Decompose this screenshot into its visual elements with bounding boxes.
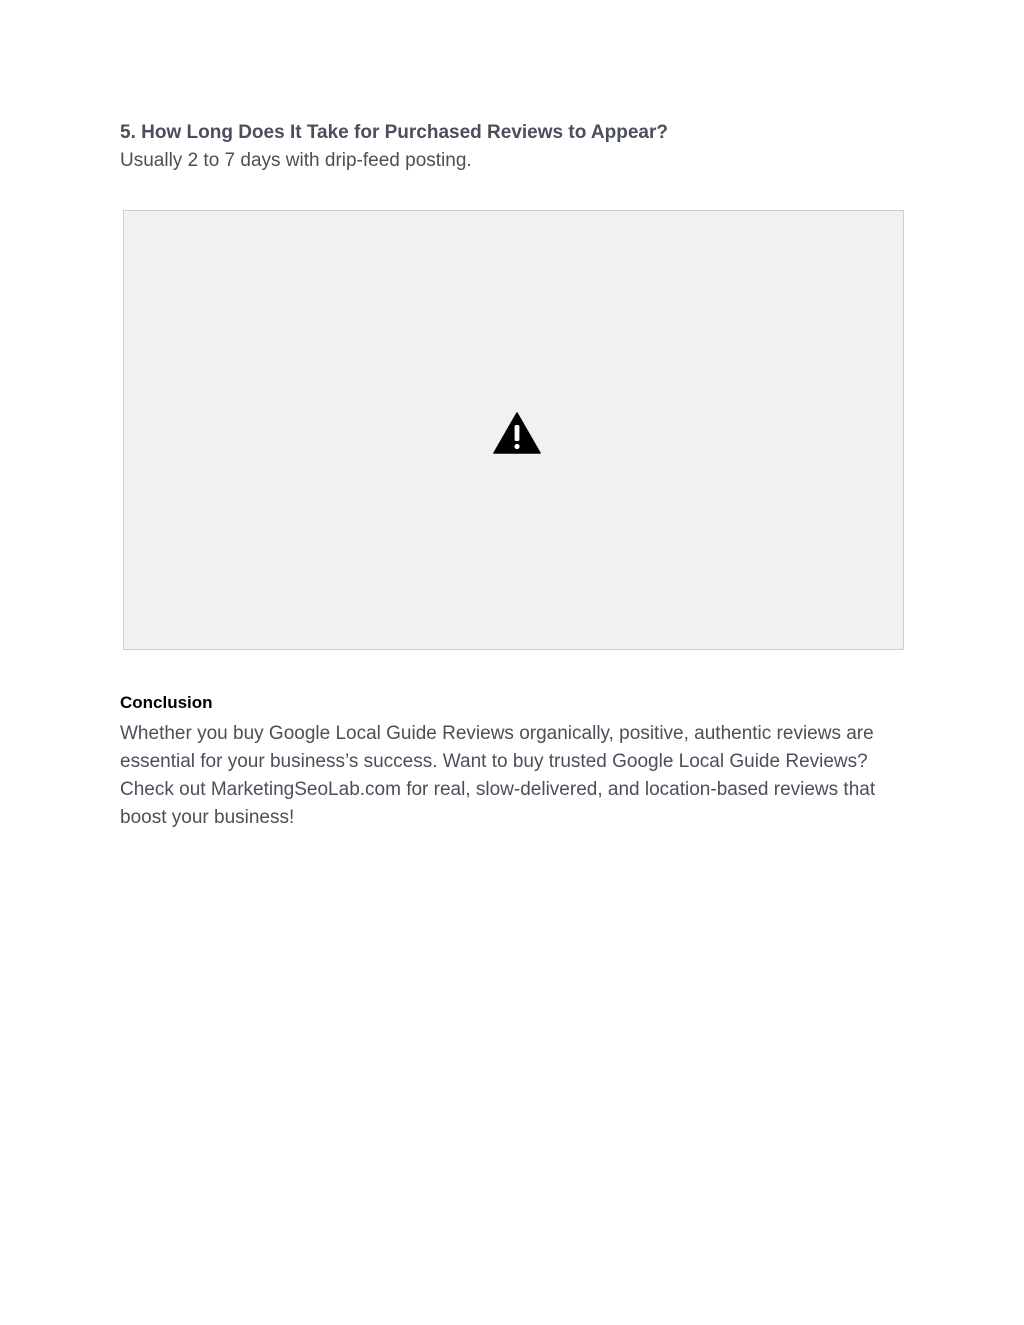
conclusion-heading: Conclusion xyxy=(120,693,213,712)
warning-icon xyxy=(493,412,541,454)
conclusion-paragraph: Whether you buy Google Local Guide Reviews organically, positive, authentic reviews are essential for your business’s success. Want to buy trusted Google Local Guide Reviews? Check out MarketingSeoLab.com for real, slow-delivered, and location-based reviews that boost your business! xyxy=(120,723,876,828)
broken-image-placeholder xyxy=(123,210,904,650)
faq-answer: Usually 2 to 7 days with drip-feed posting. xyxy=(120,150,472,171)
faq-question: 5. How Long Does It Take for Purchased Reviews to Appear? xyxy=(120,122,668,143)
